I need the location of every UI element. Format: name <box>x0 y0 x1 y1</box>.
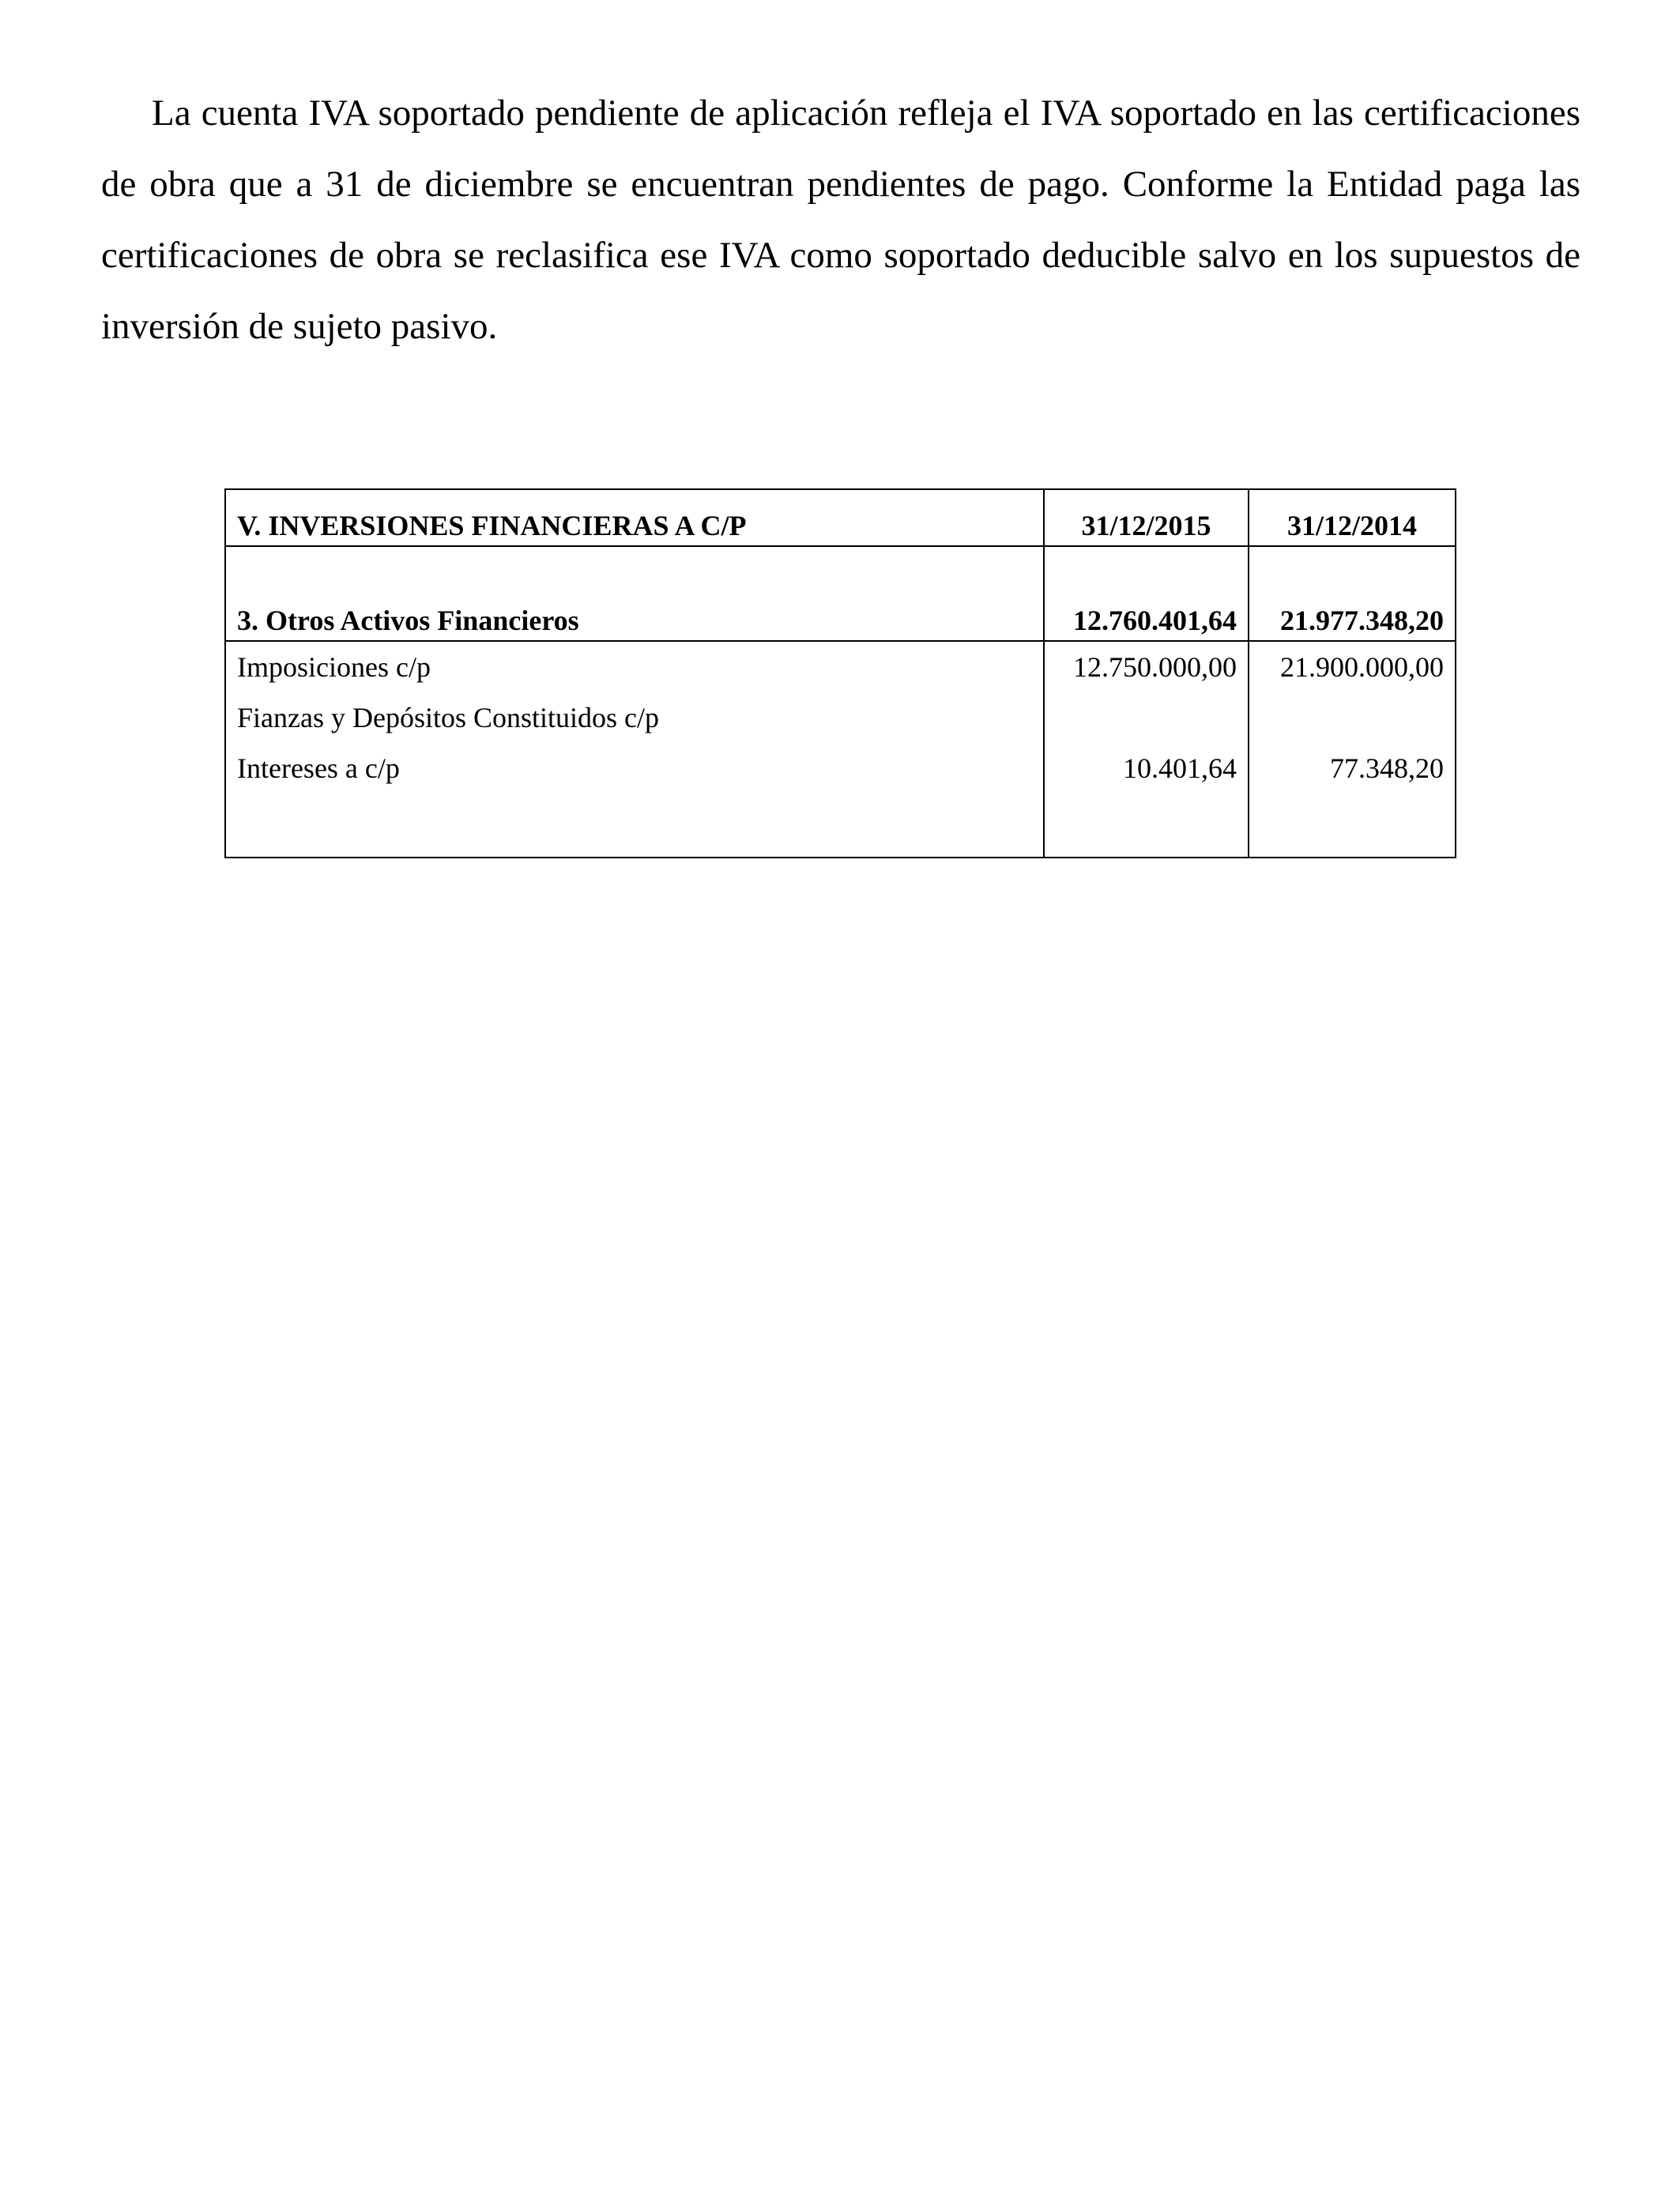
column-header-2015: 31/12/2015 <box>1044 489 1249 546</box>
row-label: Intereses a c/p <box>225 743 1044 794</box>
subtotal-value-2014: 21.977.348,20 <box>1249 546 1456 641</box>
row-value-2014 <box>1249 692 1456 743</box>
table-row <box>225 743 1456 794</box>
column-header-2014: 31/12/2014 <box>1249 489 1456 546</box>
row-value-2014: 21.900.000,00 <box>1249 641 1456 692</box>
subtotal-row <box>225 546 1456 641</box>
row-value-2015: 10.401,64 <box>1044 743 1249 794</box>
row-label: Fianzas y Depósitos Constituidos c/p <box>225 692 1044 743</box>
financial-investments-table <box>224 488 1456 858</box>
row-label: Imposiciones c/p <box>225 641 1044 692</box>
subtotal-label: 3. Otros Activos Financieros <box>225 546 1044 641</box>
table-row <box>225 641 1456 692</box>
table-row <box>225 692 1456 743</box>
table-bottom-spacer <box>225 794 1456 858</box>
table-title: V. INVERSIONES FINANCIERAS A C/P <box>225 489 1044 546</box>
row-value-2014: 77.348,20 <box>1249 743 1456 794</box>
body-paragraph: La cuenta IVA soportado pendiente de aplicación refleja el IVA soportado en las certificaciones de obra que a 31 de diciembre se encuentran pendientes de pago. Conforme la Entidad paga las certificaciones de obra se reclasifica ese IVA como soportado deducible salvo en los supuestos de inversión de sujeto pasivo. <box>101 92 1580 347</box>
row-value-2015: 12.750.000,00 <box>1044 641 1249 692</box>
row-value-2015 <box>1044 692 1249 743</box>
table-header-row <box>225 489 1456 546</box>
subtotal-value-2015: 12.760.401,64 <box>1044 546 1249 641</box>
